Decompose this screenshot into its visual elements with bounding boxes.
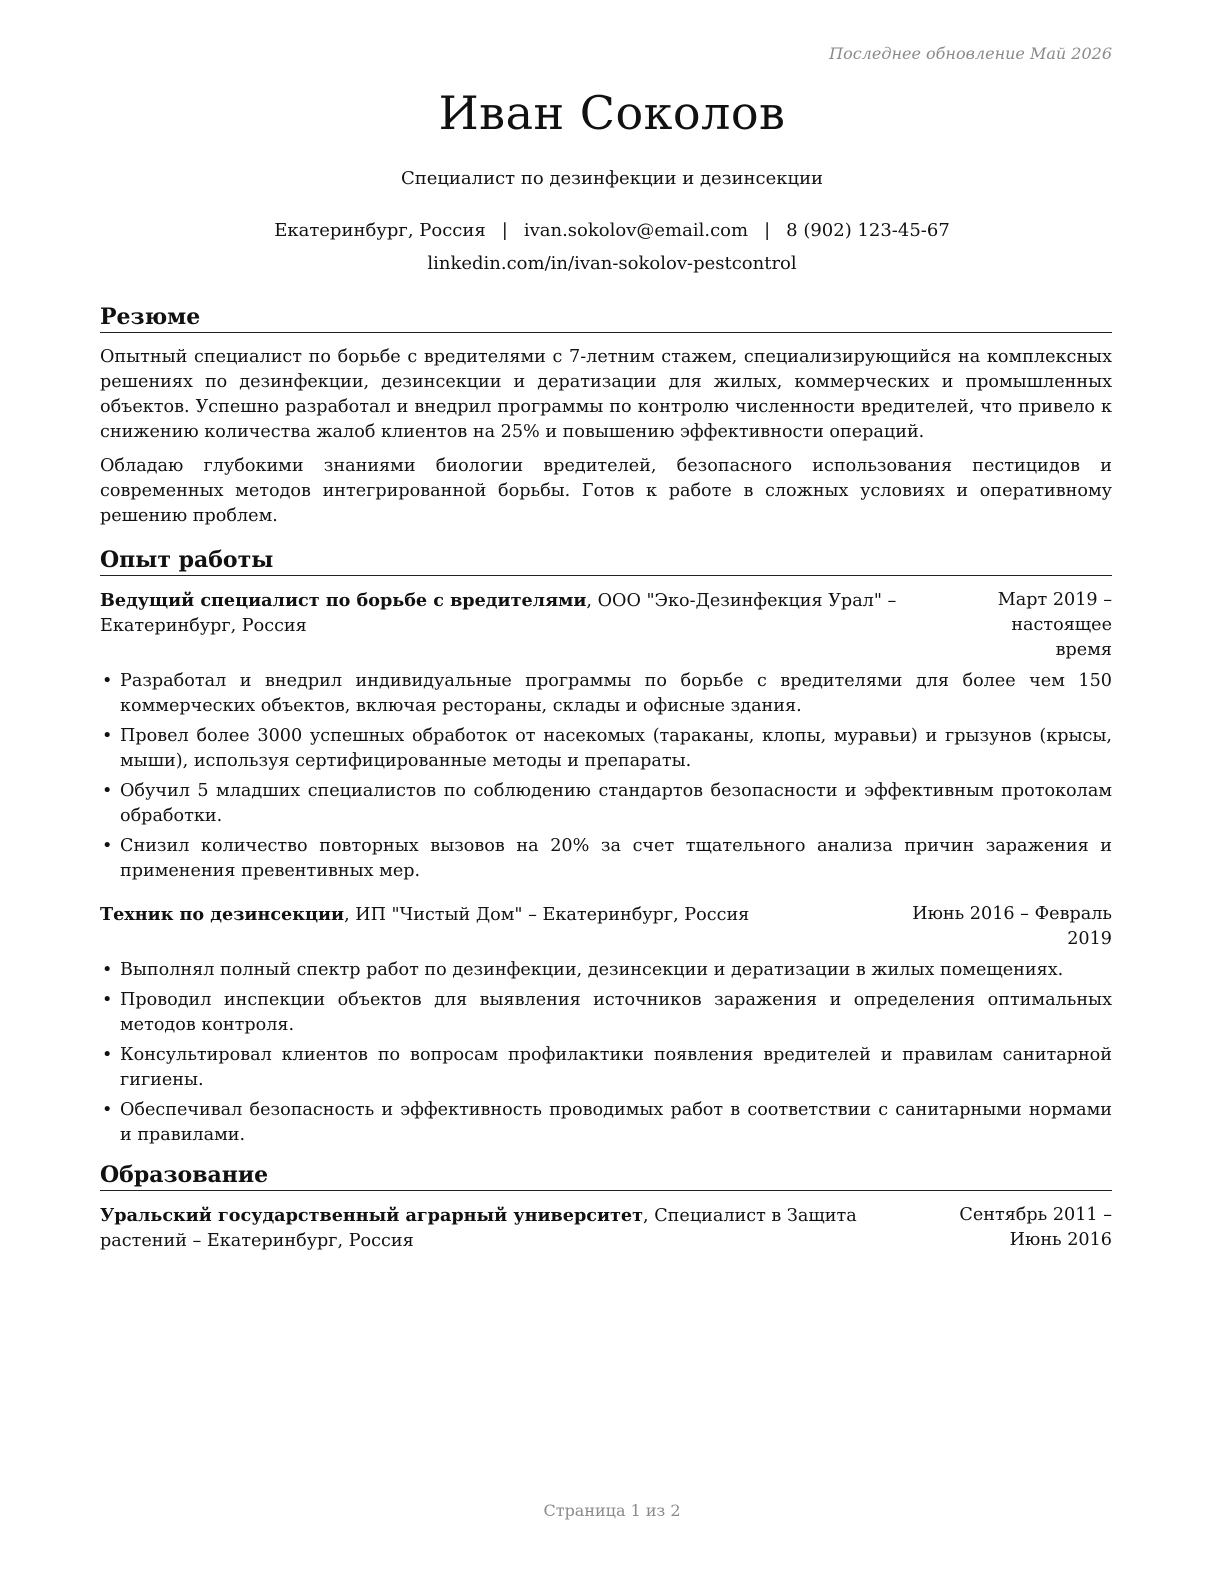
list-item: • Провел более 3000 успешных обработок от насекомых (тараканы, клопы, муравьи) и грызунов (крысы, мыши), используя сертифицированные методы и препараты. xyxy=(102,726,1112,771)
job-dates: Июнь 2016 – Февраль 2019 xyxy=(912,904,1112,949)
summary-paragraph: Опытный специалист по борьбе с вредителями с 7-летним стажем, специализирующийся на комплексных решениях по дезинфекции, дезинсекции и дератизации для жилых, коммерческих и промышленных объектов. Успешно разработал и внедрил программы по контролю численности вредителей, что привело к снижению количества жалоб клиентов на 25% и повышению эффективности операций. xyxy=(100,347,1112,442)
linkedin-link[interactable]: linkedin.com/in/ivan-sokolov-pestcontrol xyxy=(427,253,797,274)
last-updated-note: Последнее обновление Май 2026 xyxy=(829,44,1112,63)
bullet-icon: • xyxy=(102,1045,113,1065)
education-dates: Сентябрь 2011 – Июнь 2016 xyxy=(959,1205,1112,1250)
candidate-title: Специалист по дезинфекции и дезинсекции xyxy=(400,168,824,189)
summary-paragraph: Обладаю глубокими знаниями биологии вредителей, безопасного использования пестицидов и современных методов интегрированной борьбы. Готов к работе в сложных условиях и оперативному решению проблем. xyxy=(100,456,1112,526)
bullet-icon: • xyxy=(102,726,113,746)
list-item: • Разработал и внедрил индивидуальные программы по борьбе с вредителями для более чем 150 коммерческих объектов, включая рестораны, склады и офисные здания. xyxy=(102,671,1112,716)
section-heading-summary: Резюме xyxy=(100,303,1112,333)
job-company: , ИП "Чистый Дом" – Екатеринбург, Россия xyxy=(344,905,750,925)
job-bullets xyxy=(100,669,1112,884)
list-item: • Проводил инспекции объектов для выявления источников заражения и определения оптимальных методов контроля. xyxy=(102,990,1112,1035)
bullet-icon: • xyxy=(102,990,113,1010)
page-number: Страница 1 из 2 xyxy=(543,1501,681,1520)
contact-separator: | xyxy=(764,220,771,241)
education-entry xyxy=(100,1203,1112,1254)
list-item: • Выполнял полный спектр работ по дезинфекции, дезинсекции и дератизации в жилых помещениях. xyxy=(100,958,1112,983)
bullet-icon: • xyxy=(102,836,113,856)
job-location: Екатеринбург, Россия xyxy=(100,616,307,636)
bullet-icon: • xyxy=(102,671,113,691)
job-bullets xyxy=(100,958,1112,1148)
list-item: • Обеспечивал безопасность и эффективность проводимых работ в соответствии с санитарными нормами и правилами. xyxy=(102,1100,1112,1145)
job-role: Техник по дезинсекции xyxy=(100,904,345,925)
job-company: , ООО "Эко-Дезинфекция Урал" – xyxy=(586,591,897,611)
job-role: Ведущий специалист по борьбе с вредителями xyxy=(100,590,587,611)
contact-line xyxy=(0,220,1224,241)
contact-phone[interactable]: 8 (902) 123-45-67 xyxy=(786,220,950,241)
contact-email[interactable]: ivan.sokolov@email.com xyxy=(523,220,749,241)
bullet-icon: • xyxy=(102,781,113,801)
list-item: • Консультировал клиентов по вопросам профилактики появления вредителей и правилам санитарной гигиены. xyxy=(102,1045,1112,1090)
job-header xyxy=(100,902,1112,952)
list-item: • Снизил количество повторных вызовов на 20% за счет тщательного анализа причин заражения и применения превентивных мер. xyxy=(102,836,1112,881)
section-heading-experience: Опыт работы xyxy=(100,546,1112,576)
resume-content xyxy=(100,303,1112,1254)
contact-location: Екатеринбург, Россия xyxy=(274,220,486,241)
list-item: • Обучил 5 младших специалистов по соблюдению стандартов безопасности и эффективным протоколам обработки. xyxy=(102,781,1112,826)
job-dates: Март 2019 – настоящее время xyxy=(997,590,1112,660)
bullet-icon: • xyxy=(102,1100,113,1120)
education-institution: Уральский государственный аграрный университет xyxy=(100,1205,644,1226)
education-details: , Специалист в Защита растений – Екатеринбург, Россия xyxy=(100,1206,857,1251)
contact-separator: | xyxy=(501,220,508,241)
bullet-icon: • xyxy=(102,960,113,980)
section-heading-education: Образование xyxy=(100,1161,1112,1191)
job-entry xyxy=(100,902,1112,1148)
job-entry xyxy=(100,588,1112,884)
candidate-name: Иван Соколов xyxy=(438,86,786,140)
job-header xyxy=(100,588,1112,663)
